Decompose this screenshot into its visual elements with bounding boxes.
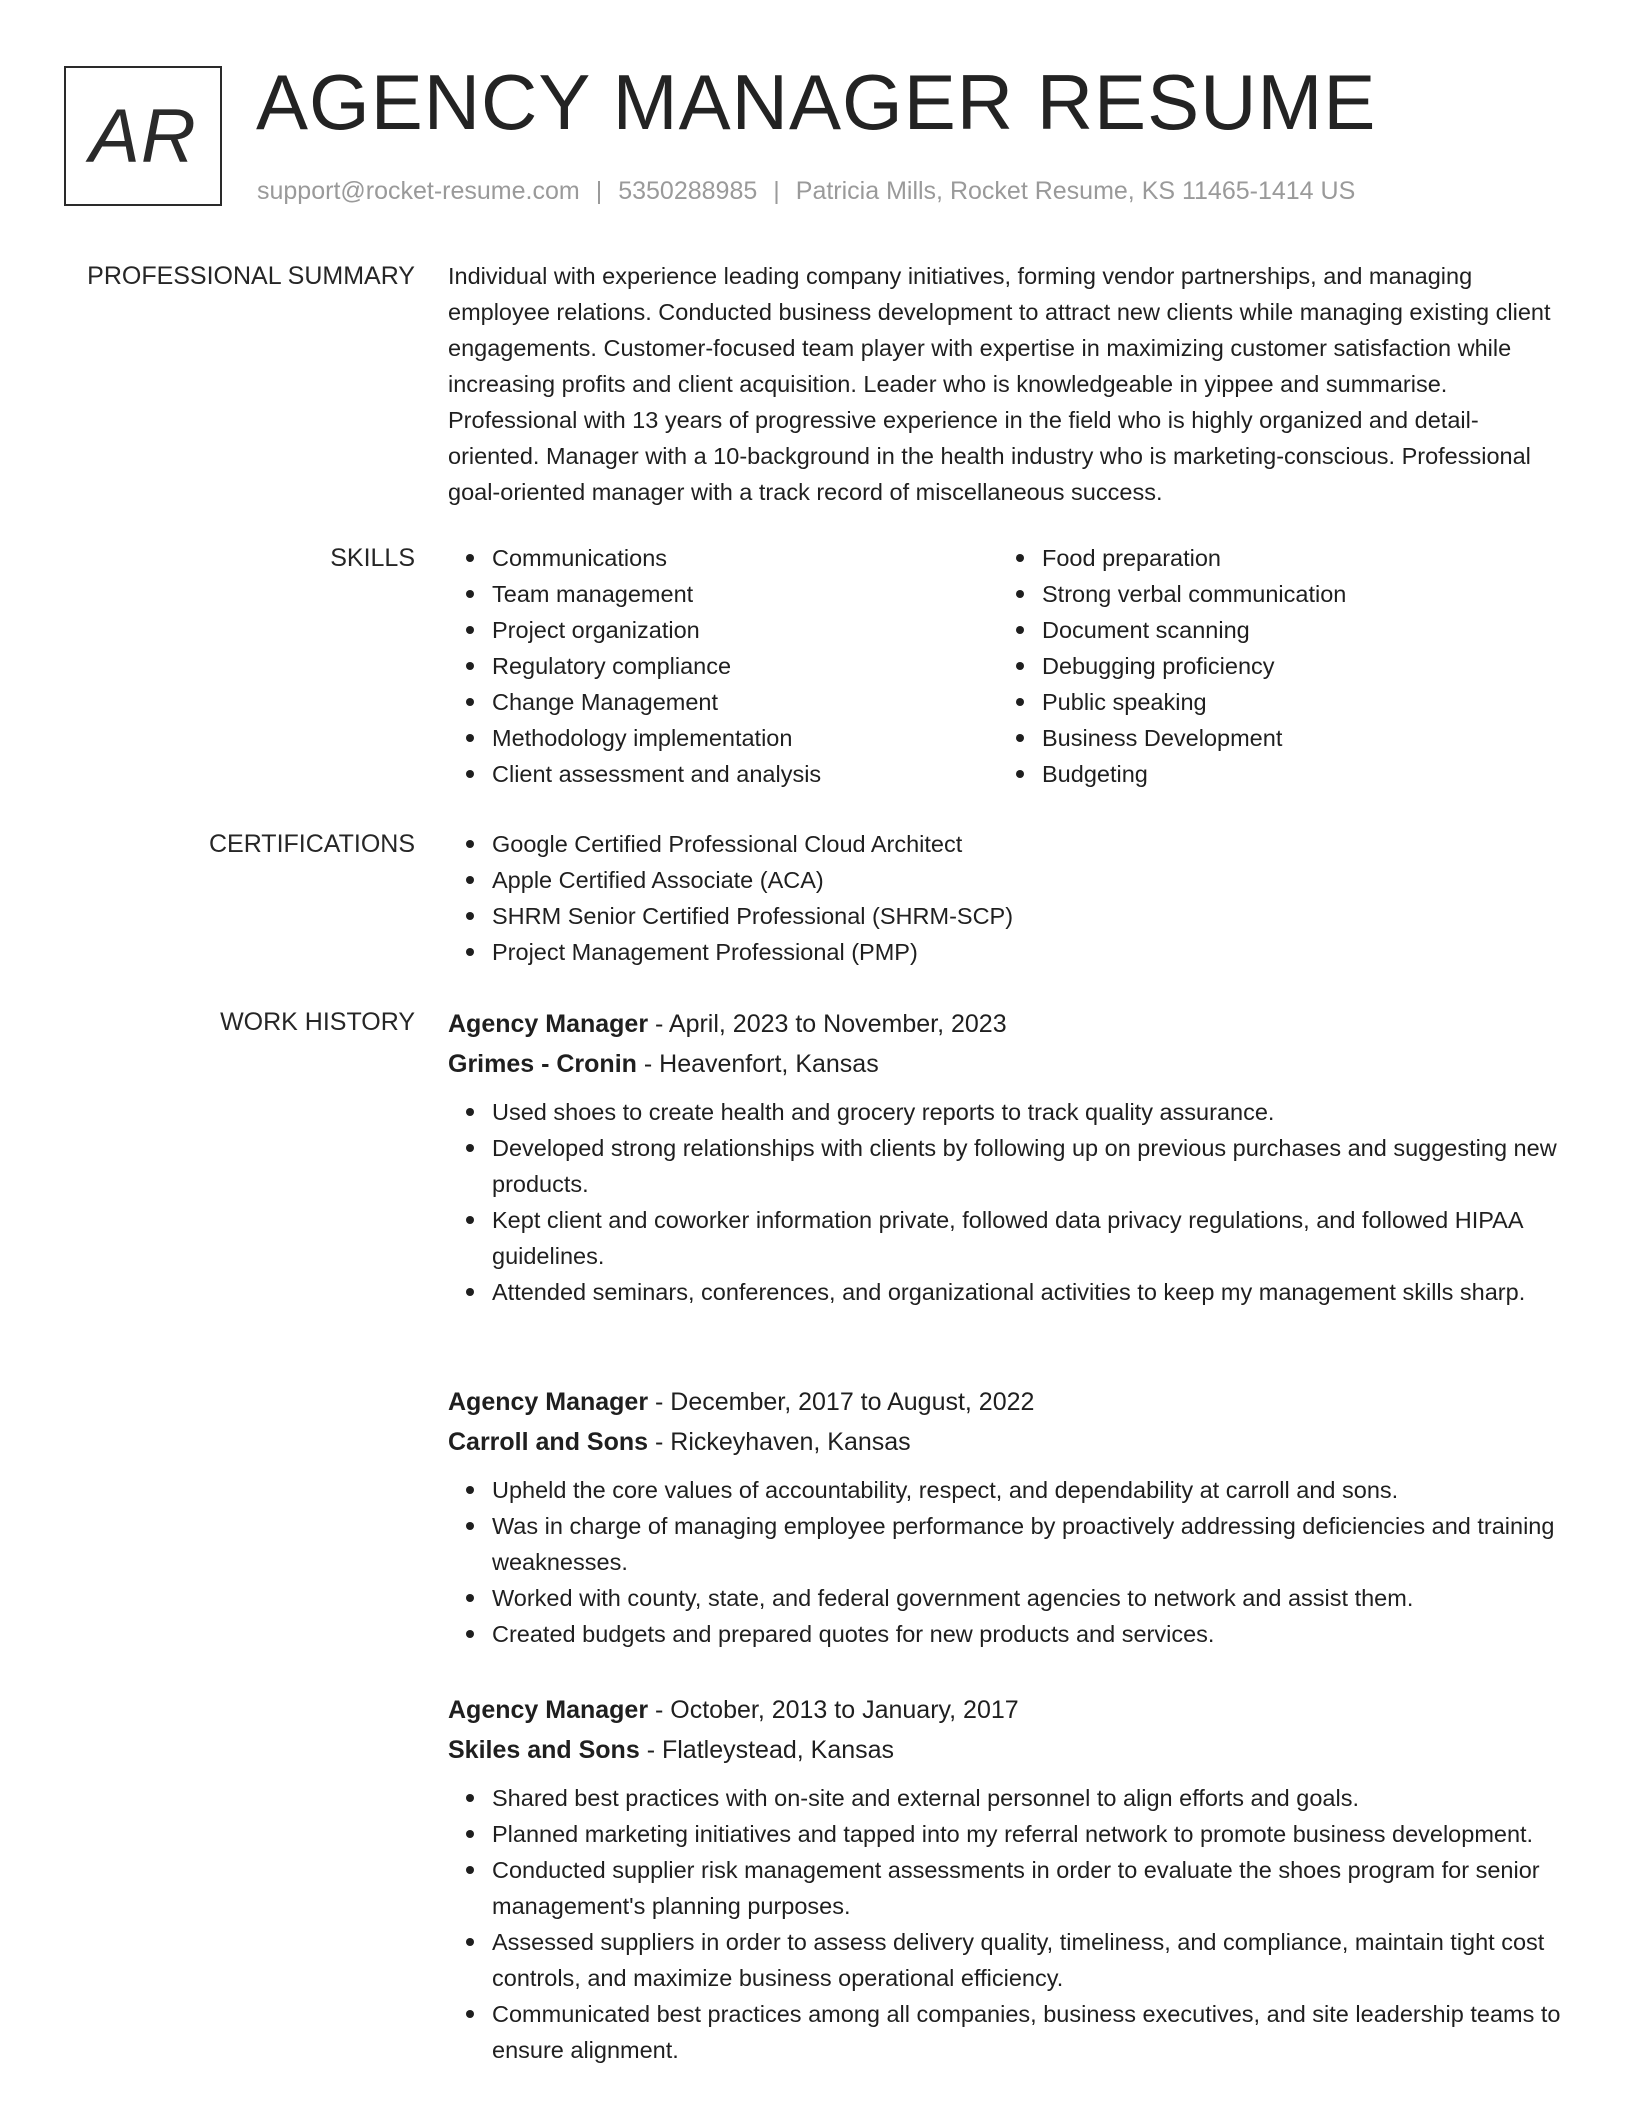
skills-heading: SKILLS [330,544,415,572]
certifications-heading: CERTIFICATIONS [208,830,415,858]
job-title: Agency Manager [448,1010,649,1038]
list-item: Debugging proficiency [1042,648,1548,684]
summary-text: Individual with experience leading company initiatives, forming vendor partnerships, and managing employee relations. Conducted business development to attract new clients while managing existing client engagements. Customer-focused team player with expertise in maximizing customer satisfaction while increasing profits and client acquisition. Leader who is knowledgeable in yippee and summarise. Professional with 13 years of progressive experience in the field who is highly organized and detail-oriented. Manager with a 10-background in the health industry who is marketing-conscious. Professional goal-oriented manager with a track record of miscellaneous success. [448,263,1551,505]
contact-separator: | [595,177,603,205]
work-history-heading: WORK HISTORY [220,1008,415,1036]
list-item: Project Management Professional (PMP) [492,934,1566,970]
job-employer: Carroll and Sons [448,1428,649,1456]
summary-heading: PROFESSIONAL SUMMARY [87,262,415,290]
job-location: - Heavenfort, Kansas [636,1050,879,1078]
list-item: Regulatory compliance [492,648,998,684]
job-location: - Rickeyhaven, Kansas [648,1428,911,1456]
job-location: - Flatleystead, Kansas [639,1736,895,1764]
job-bullets [448,1094,1566,1310]
list-item: Methodology implementation [492,720,998,756]
list-item: Strong verbal communication [1042,576,1548,612]
list-item: Business Development [1042,720,1548,756]
job-title: Agency Manager [448,1696,649,1724]
job-bullet: Conducted supplier risk management assessments in order to evaluate the shoes program for senior management's planning purposes. [492,1852,1566,1924]
job-title-line [448,1004,1566,1044]
job-employer-line [448,1044,1566,1084]
contact-separator: | [773,177,780,205]
job-bullet: Worked with county, state, and federal government agencies to network and assist them. [492,1580,1566,1616]
job-employer: Skiles and Sons [448,1736,640,1764]
list-item: Google Certified Professional Cloud Architect [492,826,1566,862]
job-bullet: Kept client and coworker information private, followed data privacy regulations, and followed HIPAA guidelines. [492,1202,1566,1274]
certifications-list [448,826,1566,970]
list-item: Team management [492,576,998,612]
job-bullet: Communicated best practices among all companies, business executives, and site leadership teams to ensure alignment. [492,1996,1566,2068]
job-employer-line [448,1730,1566,1770]
list-item: Apple Certified Associate (ACA) [492,862,1566,898]
resume-title: AGENCY MANAGER RESUME [256,58,1377,146]
job-dates: - April, 2023 to November, 2023 [648,1010,1007,1038]
skills-list-right [998,540,1548,792]
contact-line [257,174,1355,208]
skills-list-left [448,540,998,792]
monogram-logo: AR [64,66,222,206]
contact-address: Patricia Mills, Rocket Resume, KS 11465-1414 US [795,177,1356,205]
list-item: Budgeting [1042,756,1548,792]
list-item: Food preparation [1042,540,1548,576]
job-employer: Grimes - Cronin [448,1050,637,1078]
job-bullet: Assessed suppliers in order to assess delivery quality, timeliness, and compliance, maintain tight cost controls, and maximize business operational efficiency. [492,1924,1566,1996]
list-item: Document scanning [1042,612,1548,648]
job-entry [448,1382,1566,1652]
job-title-line [448,1382,1566,1422]
list-item: Change Management [492,684,998,720]
job-entry [448,1004,1566,1310]
job-bullet: Used shoes to create health and grocery reports to track quality assurance. [492,1094,1566,1130]
job-employer-line [448,1422,1566,1462]
job-bullet: Created budgets and prepared quotes for new products and services. [492,1616,1566,1652]
contact-phone[interactable]: 5350288985 [618,177,758,205]
job-bullet: Developed strong relationships with clients by following up on previous purchases and suggesting new products. [492,1130,1566,1202]
list-item: Client assessment and analysis [492,756,998,792]
job-bullets [448,1780,1566,2068]
list-item: SHRM Senior Certified Professional (SHRM-SCP) [492,898,1566,934]
job-dates: - October, 2013 to January, 2017 [648,1696,1019,1724]
job-entry [448,1690,1566,2068]
job-bullet: Shared best practices with on-site and external personnel to align efforts and goals. [492,1780,1566,1816]
list-item: Public speaking [1042,684,1548,720]
job-bullet: Planned marketing initiatives and tapped into my referral network to promote business development. [492,1816,1566,1852]
job-title-line [448,1690,1566,1730]
contact-email[interactable]: support@rocket-resume.com [257,177,580,205]
job-bullet: Upheld the core values of accountability, respect, and dependability at carroll and sons. [492,1472,1566,1508]
list-item: Communications [492,540,998,576]
job-bullet: Was in charge of managing employee performance by proactively addressing deficiencies and training weaknesses. [492,1508,1566,1580]
job-dates: - December, 2017 to August, 2022 [648,1388,1035,1416]
job-bullet: Attended seminars, conferences, and organizational activities to keep my management skills sharp. [492,1274,1566,1310]
list-item: Project organization [492,612,998,648]
job-bullets [448,1472,1566,1652]
job-title: Agency Manager [448,1388,649,1416]
